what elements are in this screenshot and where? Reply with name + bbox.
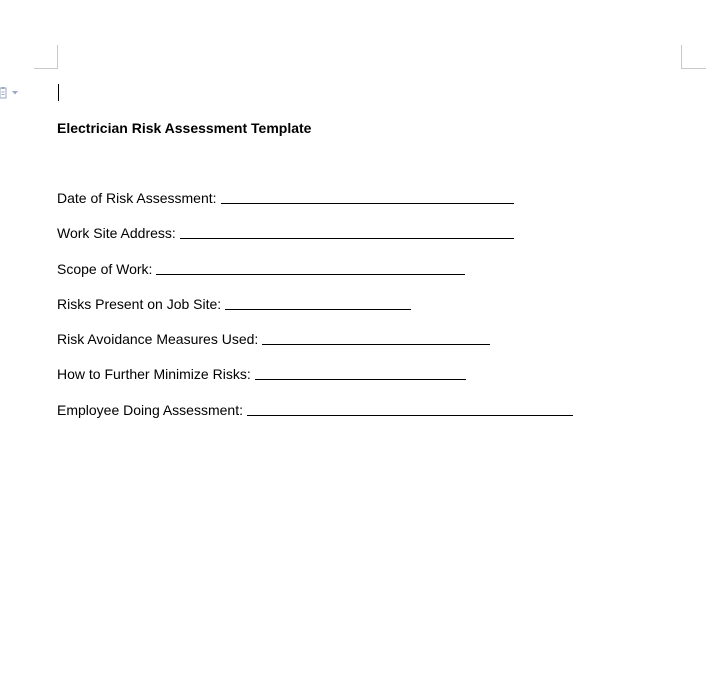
field-employee-doing-assessment[interactable] xyxy=(57,401,573,419)
field-label: Scope of Work: xyxy=(57,260,153,277)
field-blank-line[interactable] xyxy=(262,330,490,345)
field-work-site-address[interactable] xyxy=(57,224,573,242)
field-label: Risk Avoidance Measures Used: xyxy=(57,331,259,348)
field-risks-present[interactable] xyxy=(57,295,573,313)
document-title: Electrician Risk Assessment Template xyxy=(57,120,312,136)
top-left-crop-mark xyxy=(34,45,58,69)
field-scope-of-work[interactable] xyxy=(57,260,573,278)
chevron-down-icon xyxy=(12,91,18,95)
field-blank-line[interactable] xyxy=(180,224,514,239)
field-blank-line[interactable] xyxy=(225,295,411,310)
paste-options-icon xyxy=(0,87,8,99)
field-minimize-risks[interactable] xyxy=(57,365,573,383)
field-label: Date of Risk Assessment: xyxy=(57,190,217,206)
field-label: How to Further Minimize Risks: xyxy=(57,366,251,383)
top-right-crop-mark xyxy=(681,45,706,69)
field-blank-line[interactable] xyxy=(247,401,573,416)
field-label: Employee Doing Assessment: xyxy=(57,401,243,418)
field-blank-line[interactable] xyxy=(156,260,465,275)
field-label: Risks Present on Job Site: xyxy=(57,295,222,312)
field-date-of-risk-assessment[interactable] xyxy=(57,189,573,207)
text-cursor xyxy=(58,84,59,101)
field-blank-line[interactable] xyxy=(255,365,466,380)
form-fields xyxy=(57,189,573,436)
field-blank-line[interactable] xyxy=(221,189,514,204)
field-risk-avoidance-measures[interactable] xyxy=(57,330,573,348)
paste-options-button[interactable] xyxy=(0,86,20,100)
field-label: Work Site Address: xyxy=(57,225,176,242)
